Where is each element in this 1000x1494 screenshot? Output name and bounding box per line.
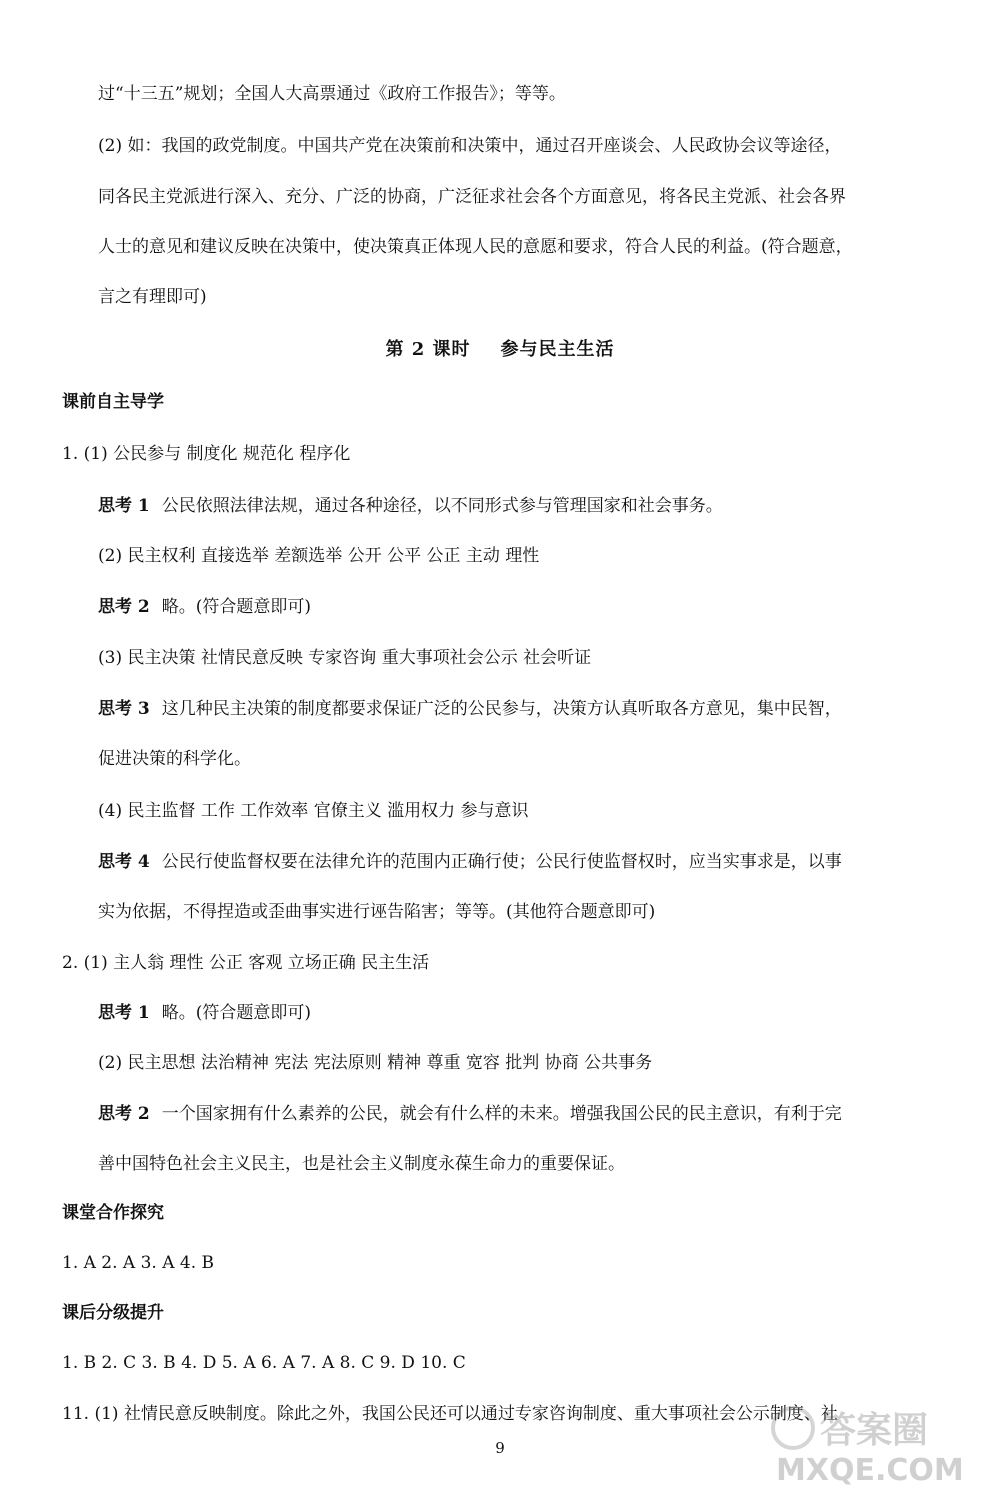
think-4 bbox=[98, 846, 998, 878]
question-11: 11. (1) 社情民意反映制度。除此之外，我国公民还可以通过专家咨询制度、重大事项社会公示制度、社 bbox=[62, 1404, 838, 1424]
think-text: 一个国家拥有什么素养的公民，就会有什么样的未来。增强我国公民的民主意识，有利于完 bbox=[161, 1104, 842, 1124]
think-label: 思考 2 bbox=[98, 1104, 150, 1124]
think-text: 公民依照法律法规，通过各种途径，以不同形式参与管理国家和社会事务。 bbox=[161, 496, 723, 516]
lesson-heading bbox=[0, 334, 1000, 366]
lesson-number: 第 2 课时 bbox=[385, 339, 471, 360]
item-1-2: (2) 民主权利 直接选举 差额选举 公开 公平 公正 主动 理性 bbox=[98, 546, 540, 566]
watermark-logo bbox=[768, 1400, 978, 1486]
item-1-3: (3) 民主决策 社情民意反映 专家咨询 重大事项社会公示 社会听证 bbox=[98, 648, 592, 668]
intro-line-1: 过“十三五”规划；全国人大高票通过《政府工作报告》；等等。 bbox=[98, 84, 566, 104]
item-1-4: (4) 民主监督 工作 工作效率 官僚主义 滥用权力 参与意识 bbox=[98, 801, 529, 821]
think-4-continued: 实为依据，不得捏造或歪曲事实进行诬告陷害；等等。(其他符合题意即可) bbox=[98, 902, 656, 922]
think-2-1 bbox=[98, 997, 998, 1029]
afterclass-answers: 1. B 2. C 3. B 4. D 5. A 6. A 7. A 8. C 9. D 10. C bbox=[62, 1353, 466, 1373]
think-label: 思考 3 bbox=[98, 699, 150, 719]
think-text: 略。(符合题意即可) bbox=[161, 1003, 312, 1023]
item-2-1: 2. (1) 主人翁 理性 公正 客观 立场正确 民主生活 bbox=[62, 953, 430, 973]
think-label: 思考 1 bbox=[98, 496, 150, 516]
think-label: 思考 4 bbox=[98, 852, 150, 872]
section-title-afterclass: 课后分级提升 bbox=[62, 1303, 164, 1323]
think-text: 这几种民主决策的制度都要求保证广泛的公民参与，决策方认真听取各方意见，集中民智， bbox=[161, 699, 842, 719]
watermark-domain: MXQE.COM bbox=[776, 1453, 964, 1486]
page-number: 9 bbox=[495, 1439, 505, 1457]
think-2 bbox=[98, 591, 998, 623]
think-label: 思考 2 bbox=[98, 597, 150, 617]
section-title-preview: 课前自主导学 bbox=[62, 392, 164, 412]
think-2-2-continued: 善中国特色社会主义民主，也是社会主义制度永葆生命力的重要保证。 bbox=[98, 1154, 625, 1174]
intro-line-2: (2) 如：我国的政党制度。中国共产党在决策前和决策中，通过召开座谈会、人民政协会议等途径， bbox=[98, 136, 842, 156]
think-3 bbox=[98, 693, 998, 725]
think-text: 略。(符合题意即可) bbox=[161, 597, 312, 617]
watermark-brand: 答案圈 bbox=[820, 1410, 929, 1451]
think-2-2 bbox=[98, 1098, 998, 1130]
intro-line-3: 同各民主党派进行深入、充分、广泛的协商，广泛征求社会各个方面意见，将各民主党派、社会各界 bbox=[98, 187, 846, 207]
think-text: 公民行使监督权要在法律允许的范围内正确行使；公民行使监督权时，应当实事求是，以事 bbox=[161, 852, 842, 872]
item-1-1: 1. (1) 公民参与 制度化 规范化 程序化 bbox=[62, 444, 351, 464]
think-label: 思考 1 bbox=[98, 1003, 150, 1023]
intro-line-4: 人士的意见和建议反映在决策中，使决策真正体现人民的意愿和要求，符合人民的利益。(符合题意， bbox=[98, 237, 853, 257]
think-3-continued: 促进决策的科学化。 bbox=[98, 749, 251, 769]
intro-line-5: 言之有理即可) bbox=[98, 287, 207, 307]
think-1 bbox=[98, 490, 998, 522]
lesson-title: 参与民主生活 bbox=[500, 339, 615, 360]
item-2-2: (2) 民主思想 法治精神 宪法 宪法原则 精神 尊重 宽容 批判 协商 公共事务 bbox=[98, 1053, 653, 1073]
classroom-answers: 1. A 2. A 3. A 4. B bbox=[62, 1253, 215, 1273]
section-title-classroom: 课堂合作探究 bbox=[62, 1203, 164, 1223]
